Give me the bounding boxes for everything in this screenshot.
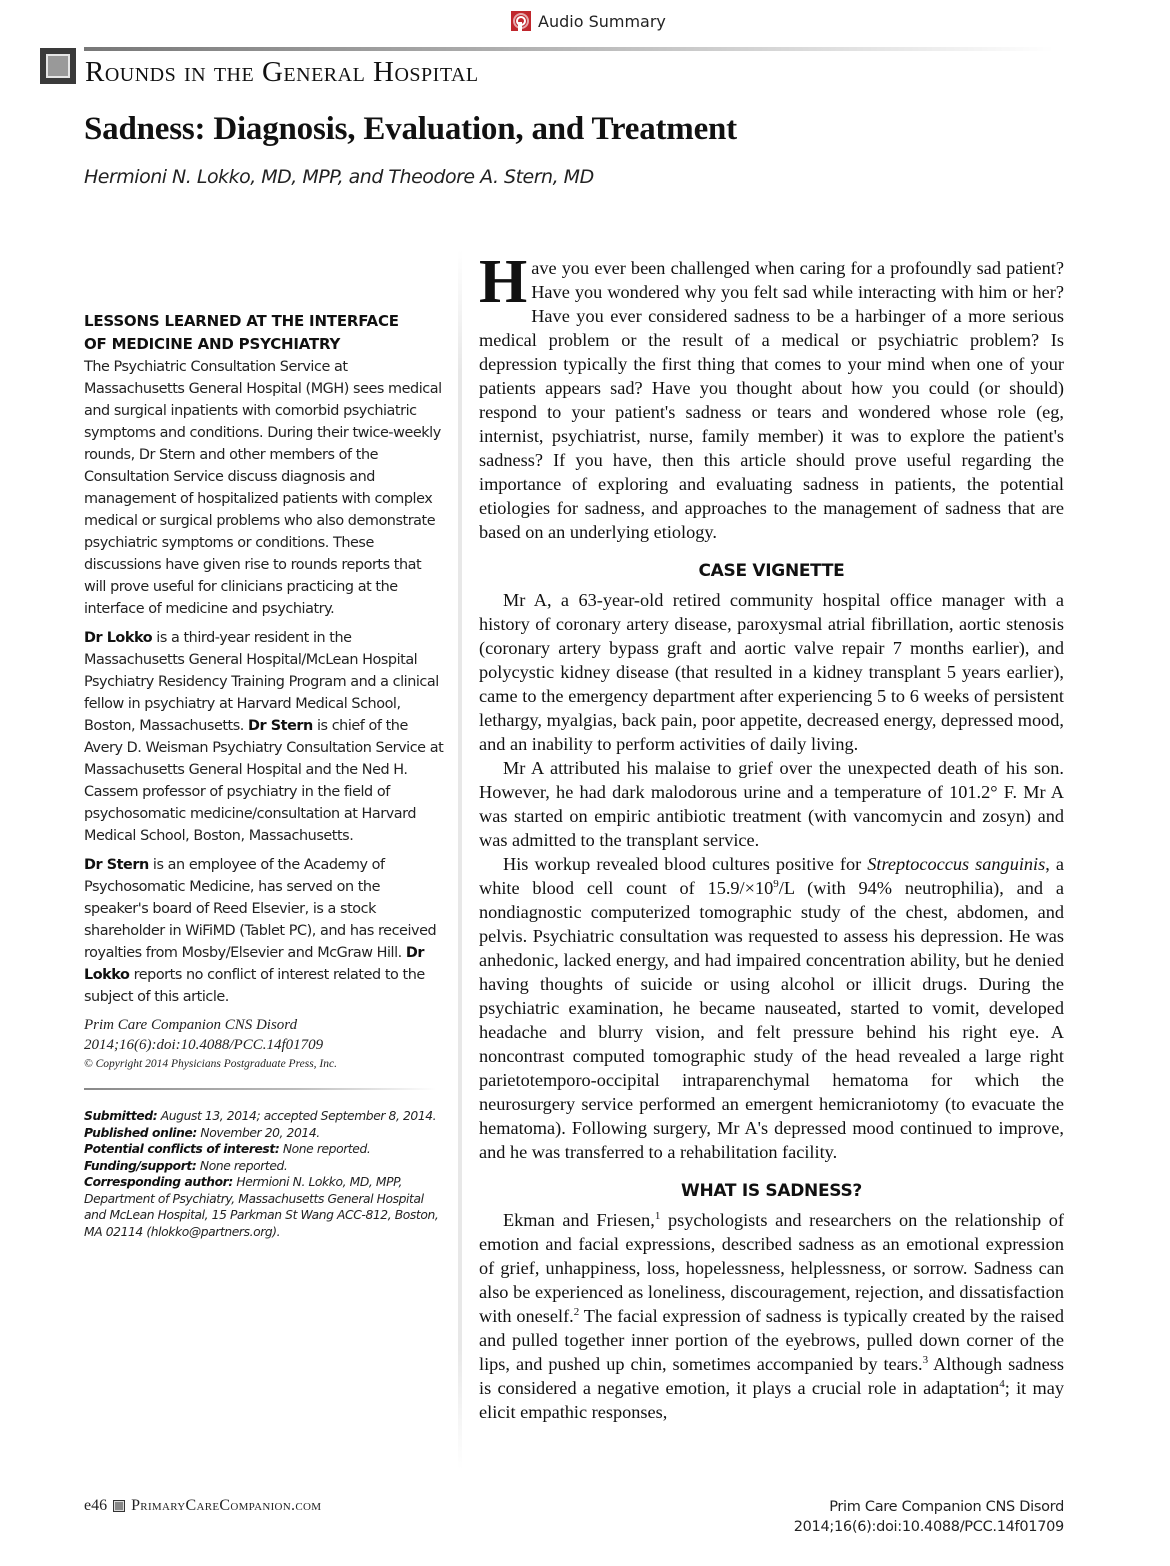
disclosure-lokko-name: Dr Lokko (84, 945, 425, 983)
disclosure-stern-name: Dr Stern (84, 857, 149, 873)
bio-stern-text: is chief of the Avery D. Weisman Psychiatry Consultation Service at Massachusetts General Hospital and the Ned H. Cassem professor of psychiatry in the field of psychosomatic medicine/consultation at Harvard Medical School, Boston, Massachusetts. (84, 718, 444, 844)
reference-1[interactable]: 1 (654, 1209, 661, 1222)
footer-doi[interactable]: 2014;16(6):doi:10.4088/PCC.14f01709 (793, 1519, 1064, 1535)
copyright: © Copyright 2014 Physicians Postgraduate Press, Inc. (84, 1058, 337, 1070)
meta-label: Potential conflicts of interest: (84, 1142, 280, 1156)
organism-name: Streptococcus sanguinis (867, 854, 1046, 874)
meta-published (84, 1125, 444, 1142)
case-paragraph-3 (479, 852, 1064, 1164)
case-p3-text: , a white blood cell count of 15.9/×10 (479, 854, 1064, 898)
citation-doi[interactable]: 2014;16(6):doi:10.4088/PCC.14f01709 (84, 1037, 324, 1053)
sadness-text: The facial expression of sadness is typically created by the raised and pulled together inner portion of the eyebrows, pulled down corner of the lips, and pushed up chin, sometimes accompanied by tears. (479, 1306, 1064, 1374)
meta-conflicts (84, 1141, 444, 1158)
author-bios (84, 627, 444, 847)
sidebar-heading-line2: OF MEDICINE AND PSYCHIATRY (84, 335, 341, 353)
disclosure-lokko-text: reports no conflict of interest related to the subject of this article. (84, 967, 425, 1005)
column-divider (458, 250, 462, 1470)
meta-label: Submitted: (84, 1109, 158, 1123)
sidebar (84, 310, 444, 1240)
intro-text: ave you ever been challenged when caring for a profoundly sad patient? Have you wondered why you felt sad while interacting with him or her? Have you ever considered sadness to be a harbinger of a more serious medical problem or the result of a medical or psychiatric problem? Is depression typically the first thing that comes to your mind when one of your patients appears sad? Have you thought about how you could (or should) respond to your patient's sadness or tears and wondered whose role (eg, internist, psychiatrist, nurse, family member) it was to explore the patient's sadness? If you have, then this article should prove useful regarding the importance of exploring and evaluating sadness in patients, the potential etiologies for sadness, and approaches to the management of sadness that are based on an underlying etiology. (479, 258, 1064, 542)
section-title: Rounds in the General Hospital (85, 56, 479, 88)
article-authors: Hermioni N. Lokko, MD, MPP, and Theodore A. Stern, MD (84, 166, 594, 188)
footer-left (84, 1497, 321, 1515)
section-square-icon (40, 48, 76, 84)
bio-stern-name: Dr Stern (248, 718, 313, 734)
case-p3-text: /L (with 94% neutrophilia), and a nondiagnostic computerized tomographic study of the chest, abdomen, and pelvis. Psychiatric consultation was requested to assess his depression. He was anhedonic, lacked energy, and had impaired concentration ability, but he denied having thoughts of suicide or using alcohol or illicit drugs. During the psychiatric examination, he became nauseated, started to vomit, developed headache and blurry vision, and felt pressure behind his right eye. A noncontrast computed tomographic study of the head revealed a large right parietotemporo-occipital intraparenchymal hematoma for which the neurosurgery service performed an emergent hemicraniotomy (to evacuate the hematoma). Following surgery, Mr A's depressed mood continued to improve, and he was transferred to a rehabilitation facility. (479, 878, 1064, 1162)
case-paragraph-2: Mr A attributed his malaise to grief over the unexpected death of his son. However, he had dark malodorous urine and a temperature of 101.2° F. Mr A was started on empiric antibiotic treatment (with vancomycin and zosyn) and was admitted to the transplant service. (479, 758, 1064, 850)
sidebar-heading (84, 310, 444, 356)
bio-lokko-name: Dr Lokko (84, 630, 153, 646)
exponent: 9 (773, 877, 779, 890)
meta-value: Hermioni N. Lokko, MD, MPP, Department of Psychiatry, Massachusetts General Hospital and McLean Hospital, 15 Parkman St Wang ACC-812, Boston, MA 02114 (hlokko@partners.org). (84, 1175, 439, 1239)
page-number: e46 (84, 1497, 108, 1514)
sidebar-heading-line1: LESSONS LEARNED AT THE INTERFACE (84, 312, 399, 330)
meta-submitted (84, 1108, 444, 1125)
meta-label: Funding/support: (84, 1158, 197, 1173)
disclosures (84, 854, 444, 1008)
sadness-text: psychologists and researchers on the relationship of emotion and facial expressions, described sadness as an emotional expression of grief, unhappiness, loss, hopelessness, helplessness, or sorrow. Sadness can also be experienced as loneliness, discouragement, rejection, and dissatisfaction with oneself. (479, 1210, 1064, 1326)
footer-square-icon (113, 1500, 125, 1512)
sadness-text: Ekman and Friesen, (503, 1210, 655, 1230)
footer-right (794, 1497, 1064, 1537)
meta-corresponding (84, 1174, 444, 1240)
audio-speaker-icon (511, 11, 531, 31)
header-rule (84, 47, 1054, 51)
reference-3[interactable]: 3 (922, 1353, 929, 1366)
sadness-text: ; it may elicit empathic responses, (479, 1378, 1064, 1422)
disclosure-stern-text: is an employee of the Academy of Psychosomatic Medicine, has served on the speaker's board of Reed Elsevier, is a stock shareholder in WiFiMD (Tablet PC), and has received royalties from Mosby/Elsevier and McGraw Hill. (84, 857, 437, 961)
what-is-sadness-heading: WHAT IS SADNESS? (681, 1181, 862, 1201)
sadness-paragraph (479, 1208, 1064, 1424)
meta-value: None reported. (279, 1142, 371, 1156)
meta-label: Corresponding author: (84, 1175, 233, 1189)
meta-value: August 13, 2014; accepted September 8, 2014. (157, 1109, 437, 1123)
meta-value: November 20, 2014. (196, 1125, 320, 1140)
reference-4[interactable]: 4 (999, 1377, 1005, 1390)
sidebar-citation (84, 1015, 444, 1055)
bio-lokko-text: is a third-year resident in the Massachusetts General Hospital/McLean Hospital Psychiatry Residency Training Program and a clinical fellow in psychiatry at Harvard Medical School, Boston, Massachusetts. (84, 630, 439, 734)
sidebar-rule (84, 1088, 436, 1090)
reference-2[interactable]: 2 (573, 1305, 580, 1318)
meta-funding (84, 1158, 444, 1175)
case-paragraph-1: Mr A, a 63-year-old retired community hospital office manager with a history of coronary artery disease, paroxysmal atrial fibrillation, aortic stenosis (coronary artery bypass graft and aortic valve repair 7 months earlier), and polycystic kidney disease (that resulted in a kidney transplant 5 years earlier), came to the emergency department after experiencing 5 to 6 weeks of persistent lethargy, myalgias, back pain, poor appetite, decreased energy, depressed mood, and an inability to perform activities of daily living. (479, 590, 1064, 754)
article-title: Sadness: Diagnosis, Evaluation, and Treatment (84, 111, 737, 147)
sadness-text: Although sadness is considered a negative emotion, it plays a crucial role in adaptation (479, 1354, 1064, 1398)
citation-journal: Prim Care Companion CNS Disord (84, 1017, 298, 1033)
article-body (479, 248, 1064, 1424)
footer-site-link[interactable]: PrimaryCareCompanion.com (131, 1497, 322, 1514)
article-meta (84, 1108, 444, 1240)
audio-summary-label: Audio Summary (538, 11, 666, 31)
audio-summary-link[interactable] (511, 11, 666, 31)
sidebar-intro: The Psychiatric Consultation Service at Massachusetts General Hospital (MGH) sees medical and surgical inpatients with comorbid psychiatric symptoms and conditions. During their twice-weekly rounds, Dr Stern and other members of the Consultation Service discuss diagnosis and management of hospitalized patients with complex medical or surgical problems who also demonstrate psychiatric symptoms or conditions. These discussions have given rise to rounds reports that will prove useful for clinicians practicing at the interface of medicine and psychiatry. (84, 359, 442, 617)
footer-journal: Prim Care Companion CNS Disord (829, 1499, 1064, 1515)
meta-label: Published online: (84, 1125, 197, 1140)
drop-cap: H (479, 248, 528, 316)
meta-value: None reported. (196, 1158, 288, 1173)
case-vignette-heading: CASE VIGNETTE (698, 561, 845, 581)
intro-paragraph (479, 248, 1064, 544)
case-p3-text: His workup revealed blood cultures positive for (503, 854, 868, 874)
